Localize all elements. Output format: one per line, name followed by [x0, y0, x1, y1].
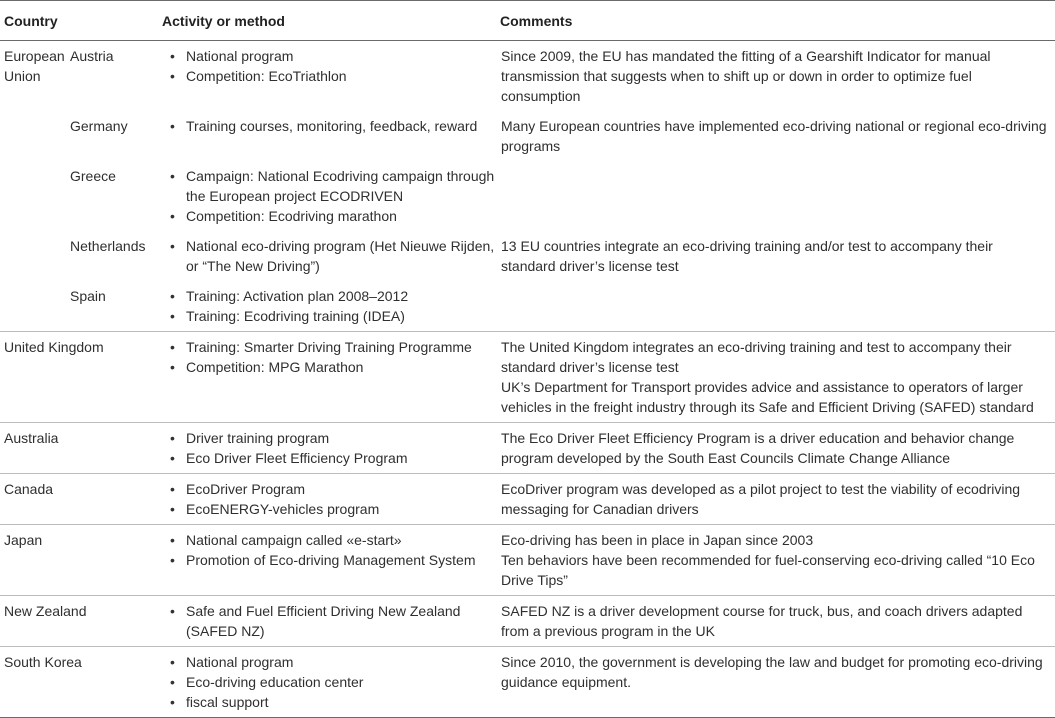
table-row	[0, 111, 1055, 161]
comments-cell	[496, 231, 1055, 281]
activity-cell	[158, 332, 496, 423]
subcountry-cell: Netherlands	[70, 238, 146, 254]
comment-text: Ten behaviors have been recommended for fuel-conserving eco-driving called “10 Eco Drive Tips”	[501, 552, 1035, 588]
header-activity: Activity or method	[158, 1, 496, 41]
activity-item: • Promotion of Eco-driving Management System	[166, 550, 496, 570]
activity-cell	[158, 281, 496, 332]
activity-cell	[158, 231, 496, 281]
comment-text: Eco-driving has been in place in Japan since 2003	[501, 532, 814, 548]
activity-item: • EcoDriver Program	[166, 479, 496, 499]
table-row	[0, 231, 1055, 281]
comments-cell	[496, 41, 1055, 112]
header-row	[0, 1, 1055, 41]
comment-text: The Eco Driver Fleet Efficiency Program is a driver education and behavior change program developed by the South East Councils Climate Change Alliance	[501, 430, 1015, 466]
activity-list	[166, 601, 496, 641]
comments-cell	[496, 332, 1055, 423]
country-cell: Japan	[0, 525, 158, 596]
subcountry-cell: Spain	[70, 288, 106, 304]
comments-cell	[496, 647, 1055, 718]
activity-item: • National eco-driving program (Het Nieuwe Rijden, or “The New Driving”)	[166, 236, 496, 276]
comment-text: Many European countries have implemented eco-driving national or regional eco-driving programs	[501, 118, 1047, 154]
table-row	[0, 41, 1055, 112]
comments-cell	[496, 281, 1055, 332]
comment-text: 13 EU countries integrate an eco-driving training and/or test to accompany their standard driver’s license test	[501, 238, 993, 274]
activity-item: • National program	[166, 652, 496, 672]
activity-item: • Competition: Ecodriving marathon	[166, 206, 496, 226]
comment-text: Since 2009, the EU has mandated the fitting of a Gearshift Indicator for manual transmission that suggests when to shift up or down in order to optimize fuel consumption	[501, 48, 991, 104]
table-row	[0, 281, 1055, 332]
table-row	[0, 161, 1055, 231]
activity-cell	[158, 161, 496, 231]
country-cell: South Korea	[0, 647, 158, 718]
activity-item: • Eco Driver Fleet Efficiency Program	[166, 448, 496, 468]
comments-cell	[496, 111, 1055, 161]
activity-item: • EcoENERGY-vehicles program	[166, 499, 496, 519]
activity-list	[166, 337, 496, 377]
subcountry-cell: Austria	[70, 48, 114, 64]
activity-item: • Eco-driving education center	[166, 672, 496, 692]
activity-cell	[158, 647, 496, 718]
activity-item: • Driver training program	[166, 428, 496, 448]
activity-item: • Campaign: National Ecodriving campaign through the European project ECODRIVEN	[166, 166, 496, 206]
activity-list	[166, 428, 496, 468]
country-cell	[0, 231, 70, 281]
activity-item: • Training courses, monitoring, feedback, reward	[166, 116, 496, 136]
country-cell	[0, 111, 70, 161]
activity-cell	[158, 596, 496, 647]
subcountry-cell: Greece	[70, 168, 116, 184]
activity-cell	[158, 111, 496, 161]
country-cell: United Kingdom	[0, 332, 158, 423]
activity-cell	[158, 525, 496, 596]
country-cell	[0, 161, 70, 231]
table-row	[0, 596, 1055, 647]
country-cell	[0, 281, 70, 332]
table-row	[0, 423, 1055, 474]
activity-list	[166, 166, 496, 226]
comments-cell	[496, 525, 1055, 596]
activity-list	[166, 116, 496, 136]
country-cell: European Union	[4, 48, 65, 84]
header-country: Country	[0, 1, 158, 41]
country-cell: New Zealand	[0, 596, 158, 647]
activity-item: • National program	[166, 46, 496, 66]
table-row	[0, 525, 1055, 596]
comments-cell	[496, 423, 1055, 474]
activity-list	[166, 236, 496, 276]
comments-cell	[496, 474, 1055, 525]
activity-item: • Competition: MPG Marathon	[166, 357, 496, 377]
subcountry-cell: Germany	[70, 118, 128, 134]
country-cell: Canada	[0, 474, 158, 525]
activity-cell	[158, 474, 496, 525]
table-row	[0, 332, 1055, 423]
activity-item: • National campaign called «e-start»	[166, 530, 496, 550]
comments-cell	[496, 596, 1055, 647]
activity-list	[166, 46, 496, 86]
activity-item: • Training: Activation plan 2008–2012	[166, 286, 496, 306]
activity-item: • Competition: EcoTriathlon	[166, 66, 496, 86]
activity-cell	[158, 41, 496, 112]
activity-item: • Training: Smarter Driving Training Programme	[166, 337, 496, 357]
activity-item: • Safe and Fuel Efficient Driving New Zealand (SAFED NZ)	[166, 601, 496, 641]
activity-list	[166, 479, 496, 519]
comments-cell	[496, 161, 1055, 231]
activity-list	[166, 530, 496, 570]
country-cell: Australia	[0, 423, 158, 474]
activity-list	[166, 652, 496, 712]
comment-text: SAFED NZ is a driver development course for truck, bus, and coach drivers adapted from a previous program in the UK	[501, 603, 1023, 639]
activity-cell	[158, 423, 496, 474]
comment-text: EcoDriver program was developed as a pilot project to test the viability of ecodriving messaging for Canadian drivers	[501, 481, 1021, 517]
activity-item: • Training: Ecodriving training (IDEA)	[166, 306, 496, 326]
comment-text: Since 2010, the government is developing the law and budget for promoting eco-driving guidance equipment.	[501, 654, 1043, 690]
table-body	[0, 41, 1055, 718]
table-row	[0, 647, 1055, 718]
comment-text: UK’s Department for Transport provides advice and assistance to operators of larger vehicles in the freight industry through its Safe and Efficient Driving (SAFED) standard	[501, 379, 1034, 415]
comment-text: The United Kingdom integrates an eco-driving training and test to accompany their standard driver’s license test	[501, 339, 1012, 375]
header-comments: Comments	[496, 1, 1055, 41]
activity-list	[166, 286, 496, 326]
activity-item: • fiscal support	[166, 692, 496, 712]
table-row	[0, 474, 1055, 525]
